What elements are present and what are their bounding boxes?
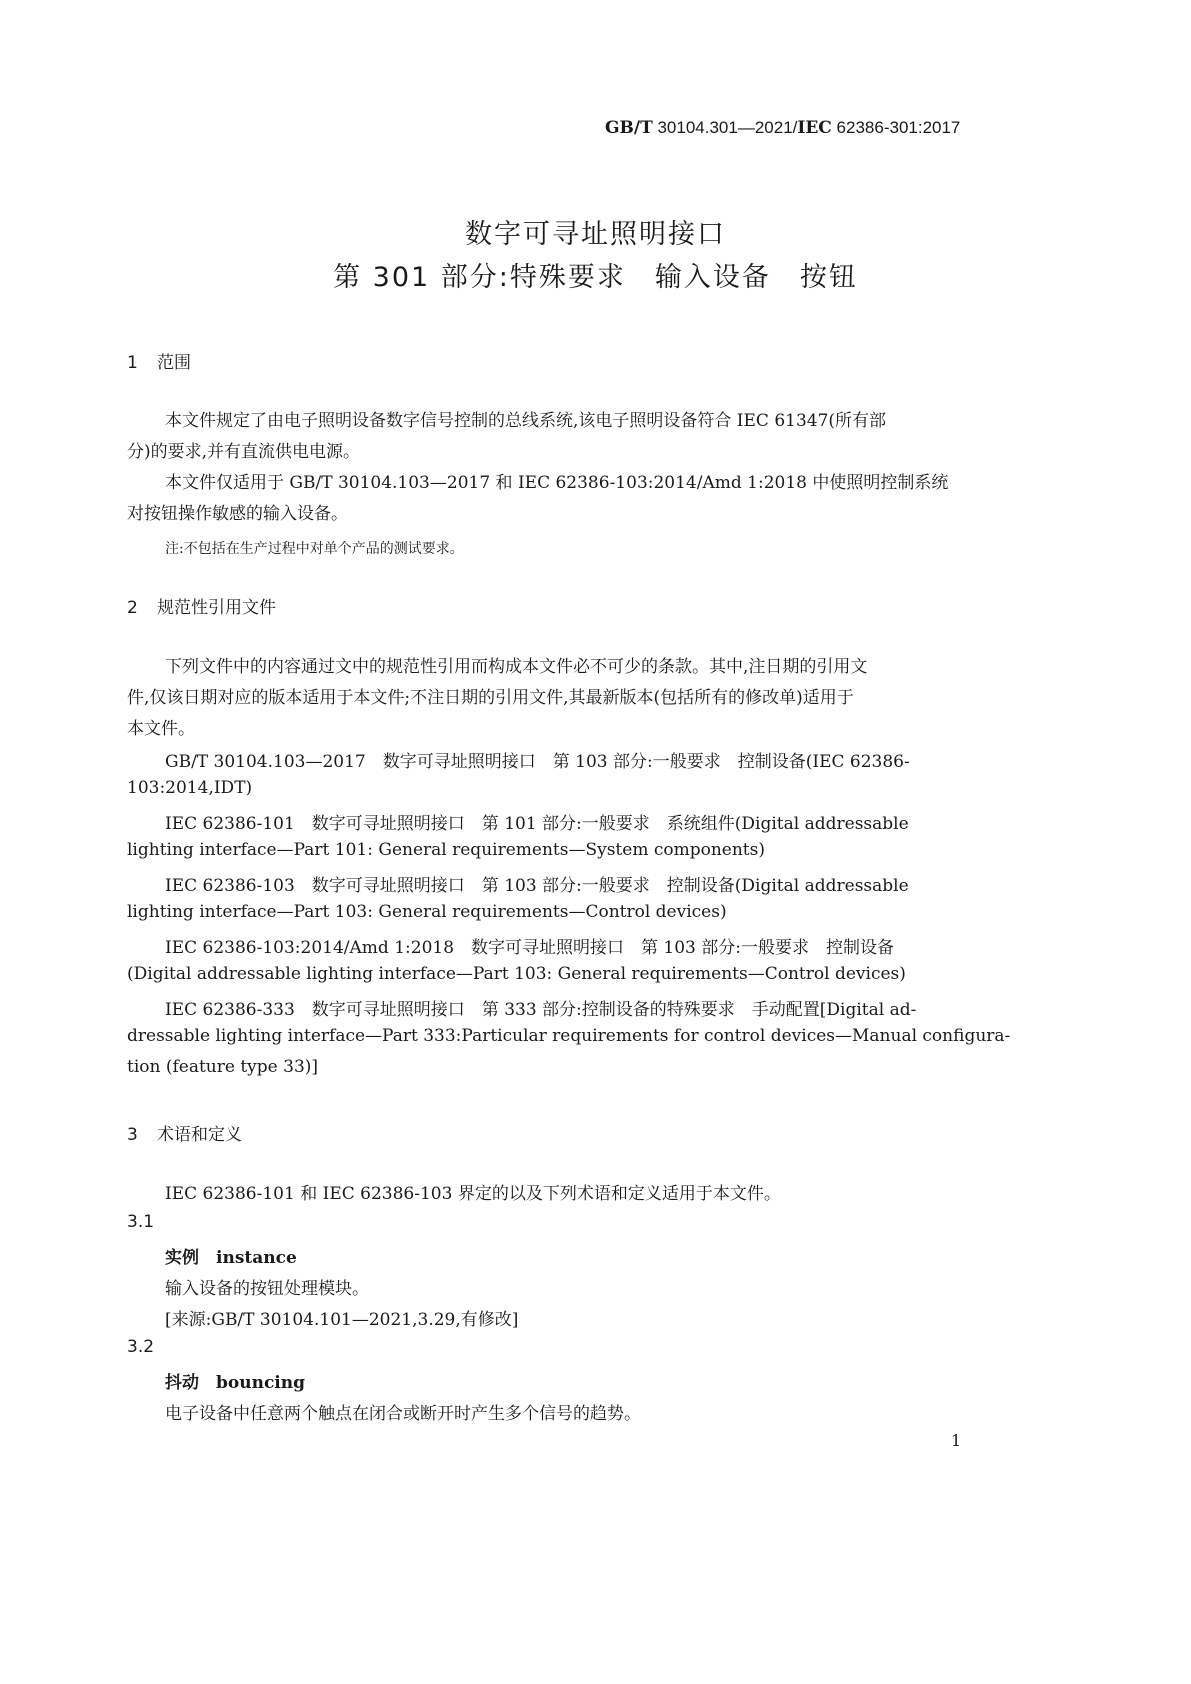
refs-intro-end: 本文件。 [127,719,195,739]
term-3-1-source: [来源:GB/T 30104.101—2021,3.29,有修改] [165,1310,519,1330]
scope-paragraph-1: 本文件规定了由电子照明设备数字信号控制的总线系统,该电子照明设备符合 IEC 61347(所有部 [165,411,887,431]
ref-iec-62386-103-amd1-cont: (Digital addressable lighting interface—Part 103: General requirements—Control devices) [127,964,906,984]
term-3-1-number: 3.1 [127,1212,155,1232]
term-3-2-definition: 电子设备中任意两个触点在闭合或断开时产生多个信号的趋势。 [165,1404,641,1424]
section-3-heading: 3 术语和定义 [127,1125,242,1145]
page-number: 1 [951,1431,962,1450]
term-3-1-title: 实例 instance [165,1248,297,1268]
ref-iec-62386-103: IEC 62386-103 数字可寻址照明接口 第 103 部分:一般要求 控制设备(Digital addressable [165,876,909,896]
ref-iec-62386-333: IEC 62386-333 数字可寻址照明接口 第 333 部分:控制设备的特殊要求 手动配置[Digital ad- [165,1000,917,1020]
scope-paragraph-2: 本文件仅适用于 GB/T 30104.103—2017 和 IEC 62386-103:2014/Amd 1:2018 中使照明控制系统 [165,473,949,493]
term-3-2-title: 抖动 bouncing [165,1373,306,1393]
ref-iec-62386-101-cont: lighting interface—Part 101: General requirements—System components) [127,840,765,860]
scope-note: 注:不包括在生产过程中对单个产品的测试要求。 [165,541,464,557]
term-3-2-number: 3.2 [127,1337,155,1357]
refs-intro: 下列文件中的内容通过文中的规范性引用而构成本文件必不可少的条款。其中,注日期的引用文 [165,657,868,677]
standard-header: GB/T 30104.301—2021/IEC 62386-301:2017 [605,118,961,138]
document-title-line2: 第 301 部分:特殊要求 输入设备 按钮 [333,262,858,293]
term-3-1-definition: 输入设备的按钮处理模块。 [165,1279,369,1299]
ref-gbt-30104-103: GB/T 30104.103—2017 数字可寻址照明接口 第 103 部分:一般要求 控制设备(IEC 62386- [165,752,910,772]
ref-iec-62386-103-cont: lighting interface—Part 103: General requirements—Control devices) [127,902,727,922]
ref-iec-62386-333-end: tion (feature type 33)] [127,1057,319,1077]
terms-intro: IEC 62386-101 和 IEC 62386-103 界定的以及下列术语和定义适用于本文件。 [165,1184,781,1204]
ref-gbt-30104-103-cont: 103:2014,IDT) [127,778,253,798]
ref-iec-62386-101: IEC 62386-101 数字可寻址照明接口 第 101 部分:一般要求 系统组件(Digital addressable [165,814,909,834]
section-2-heading: 2 规范性引用文件 [127,598,276,618]
scope-paragraph-1-cont: 分)的要求,并有直流供电电源。 [127,442,361,462]
ref-iec-62386-103-amd1: IEC 62386-103:2014/Amd 1:2018 数字可寻址照明接口 第 103 部分:一般要求 控制设备 [165,938,894,958]
scope-paragraph-2-cont: 对按钮操作敏感的输入设备。 [127,504,348,524]
document-title-line1: 数字可寻址照明接口 [465,219,726,250]
refs-intro-cont: 件,仅该日期对应的版本适用于本文件;不注日期的引用文件,其最新版本(包括所有的修改单)适用于 [127,688,854,708]
ref-iec-62386-333-cont: dressable lighting interface—Part 333:Particular requirements for control devices—Manual configura- [127,1026,1011,1046]
section-1-heading: 1 范围 [127,353,191,373]
